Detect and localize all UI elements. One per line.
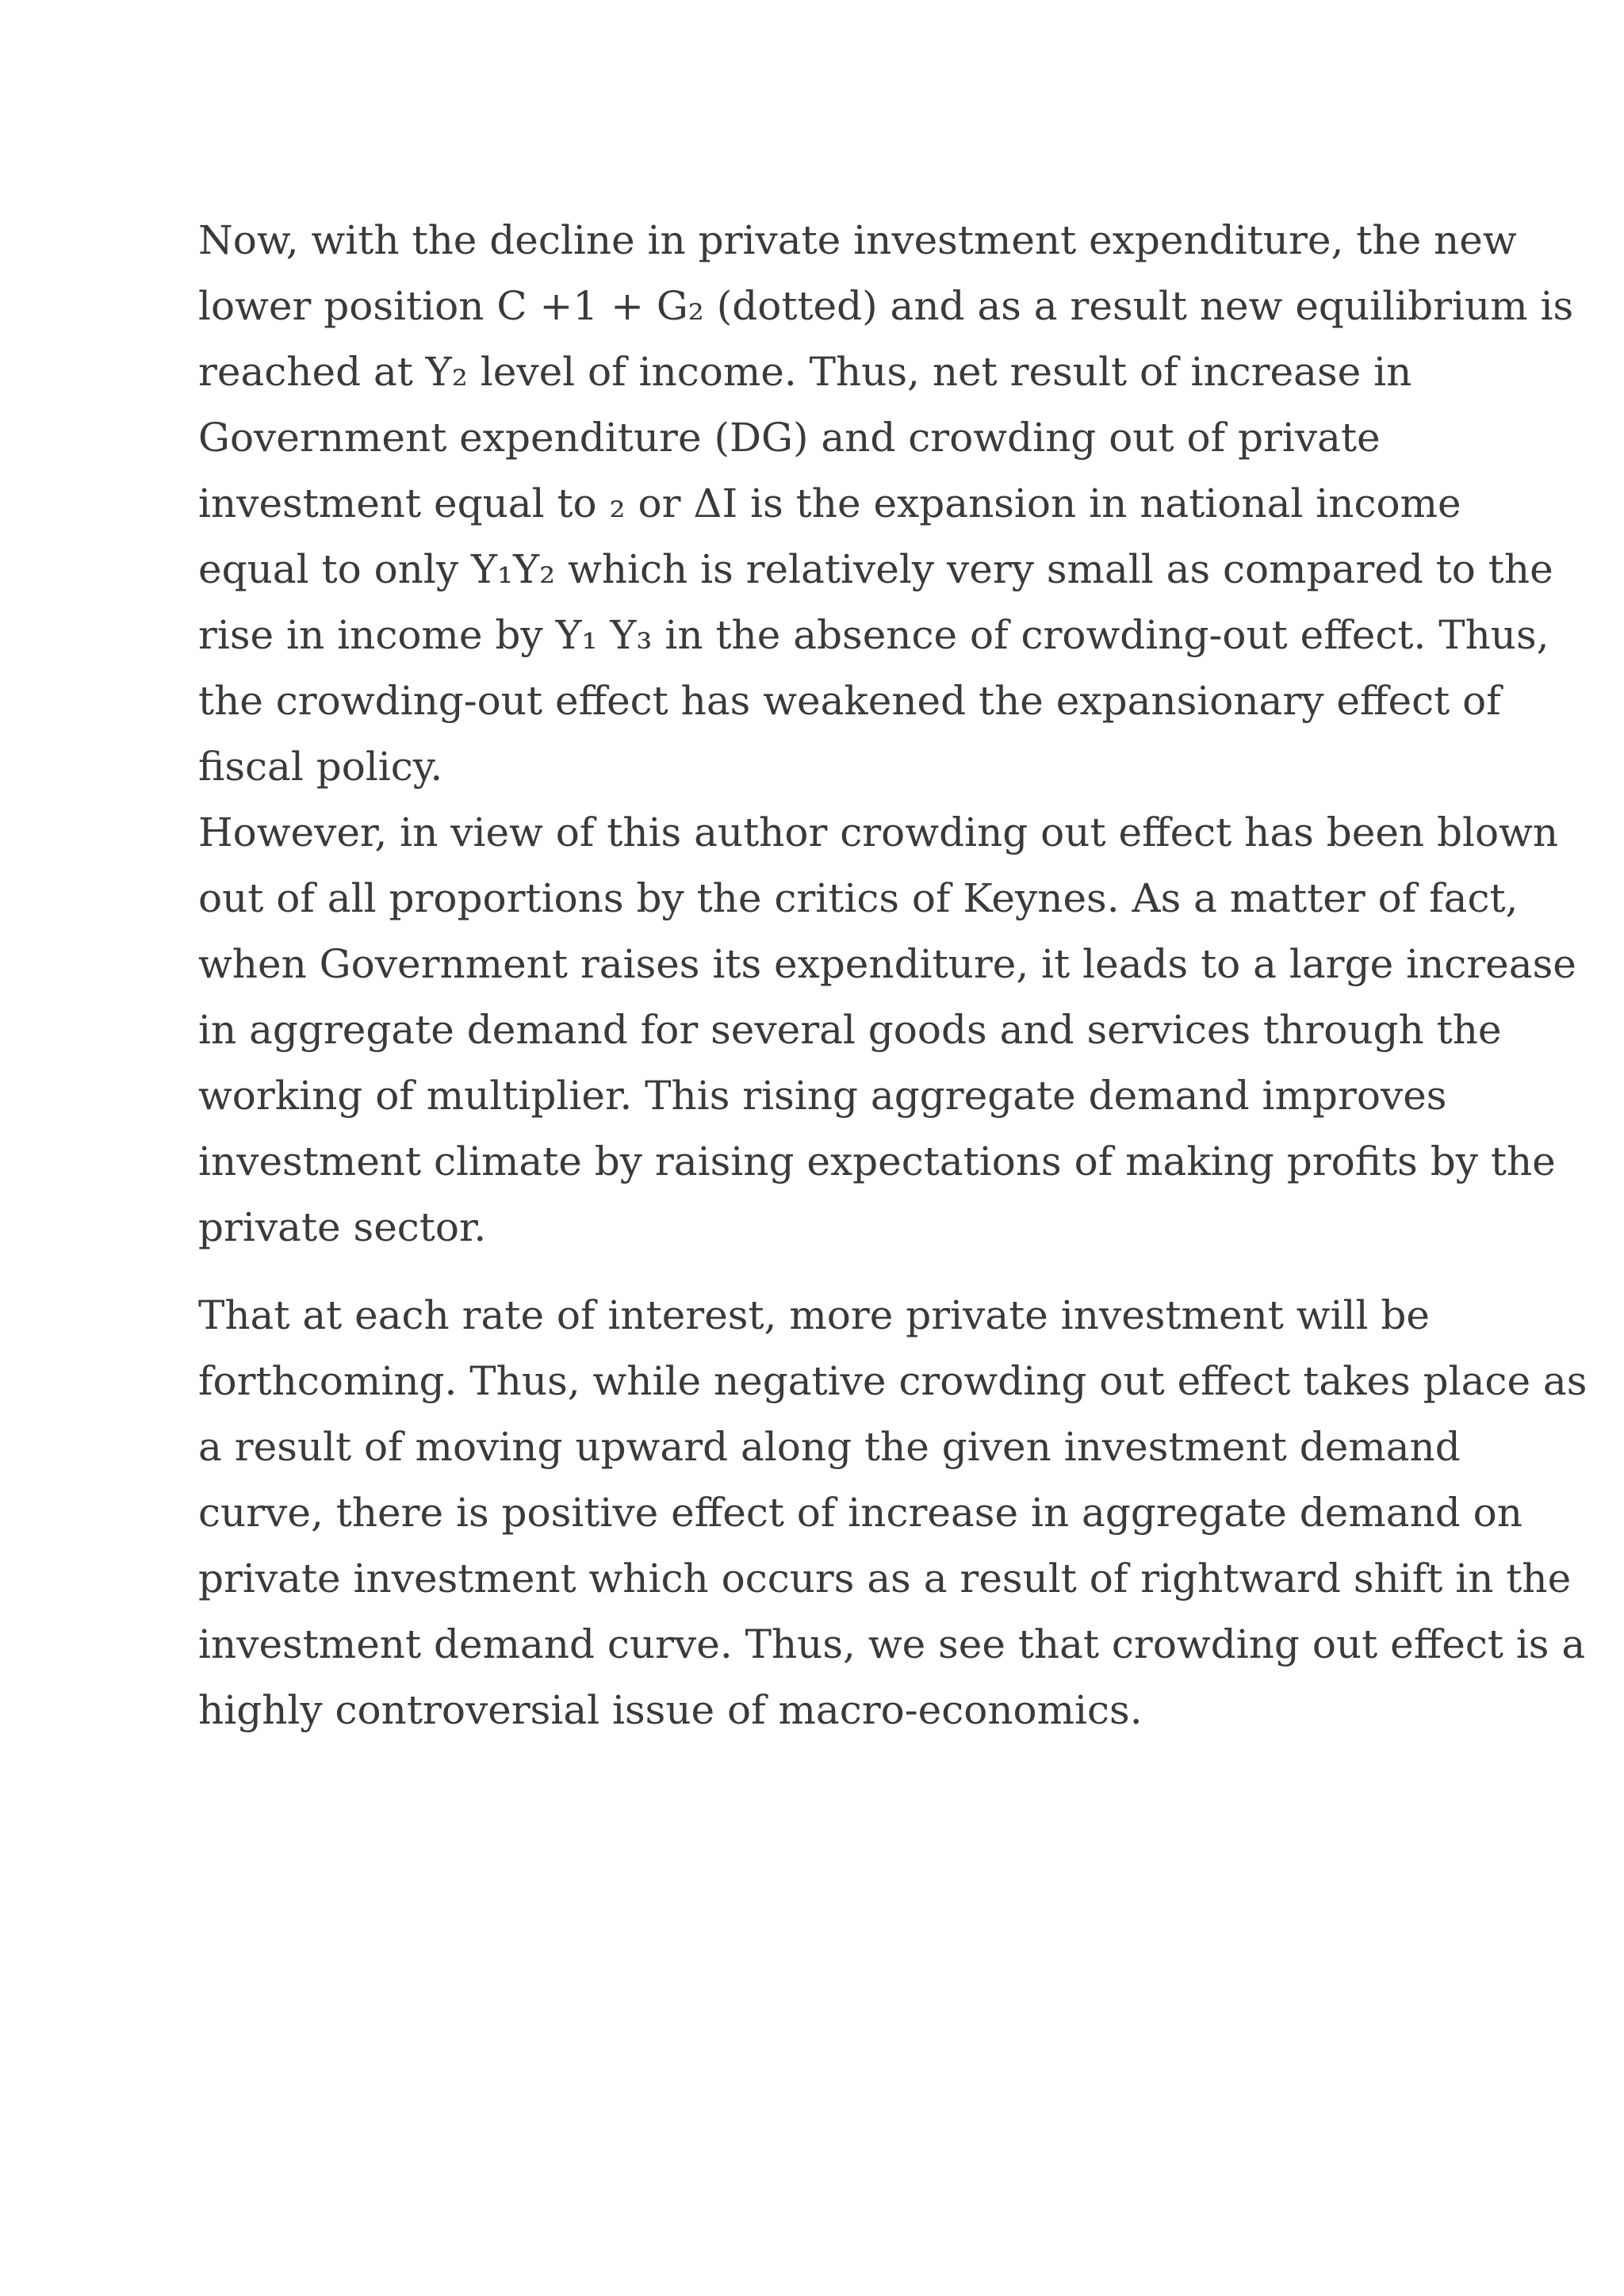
text-line: Government expenditure (DG) and crowding out of private — [198, 415, 1381, 461]
text-line: reached at Y₂ level of income. Thus, net result of increase in — [198, 349, 1412, 395]
paragraph-crowding-out-result — [198, 208, 1574, 800]
text-line: when Government raises its expenditure, it leads to a large increase — [198, 941, 1576, 987]
document-body — [198, 208, 1588, 1743]
text-line: a result of moving upward along the given investment demand — [198, 1424, 1461, 1470]
text-line: rise in income by Y₁ Y₃ in the absence of crowding-out effect. Thus, — [198, 612, 1549, 658]
text-line: curve, there is positive effect of increase in aggregate demand on — [198, 1490, 1522, 1536]
paragraph-conclusion — [198, 1283, 1588, 1743]
text-line: That at each rate of interest, more private investment will be — [198, 1292, 1431, 1338]
text-line: highly controversial issue of macro-economics. — [198, 1687, 1143, 1733]
paragraph-spacer — [198, 1261, 1483, 1283]
text-line: Now, with the decline in private investment expenditure, the new — [198, 217, 1517, 263]
text-line: However, in view of this author crowding out effect has been blown — [198, 809, 1559, 855]
paragraph-author-view — [198, 800, 1576, 1261]
text-line: forthcoming. Thus, while negative crowding out effect takes place as — [198, 1358, 1588, 1404]
text-line: private sector. — [198, 1204, 487, 1250]
text-line: equal to only Y₁Y₂ which is relatively very small as compared to the — [198, 546, 1553, 592]
text-line: investment demand curve. Thus, we see that crowding out effect is a — [198, 1621, 1586, 1667]
text-line: investment equal to ₂ or ΔI is the expansion in national income — [198, 480, 1461, 526]
text-line: the crowding-out effect has weakened the expansionary effect of — [198, 678, 1501, 724]
text-line: fiscal policy. — [198, 744, 443, 790]
text-line: investment climate by raising expectations of making profits by the — [198, 1138, 1556, 1184]
text-line: private investment which occurs as a result of rightward shift in the — [198, 1556, 1572, 1601]
text-line: lower position C +1 + G₂ (dotted) and as a result new equilibrium is — [198, 283, 1574, 329]
text-line: out of all proportions by the critics of Keynes. As a matter of fact, — [198, 875, 1519, 921]
text-line: working of multiplier. This rising aggregate demand improves — [198, 1073, 1447, 1119]
text-line: in aggregate demand for several goods and services through the — [198, 1007, 1502, 1053]
